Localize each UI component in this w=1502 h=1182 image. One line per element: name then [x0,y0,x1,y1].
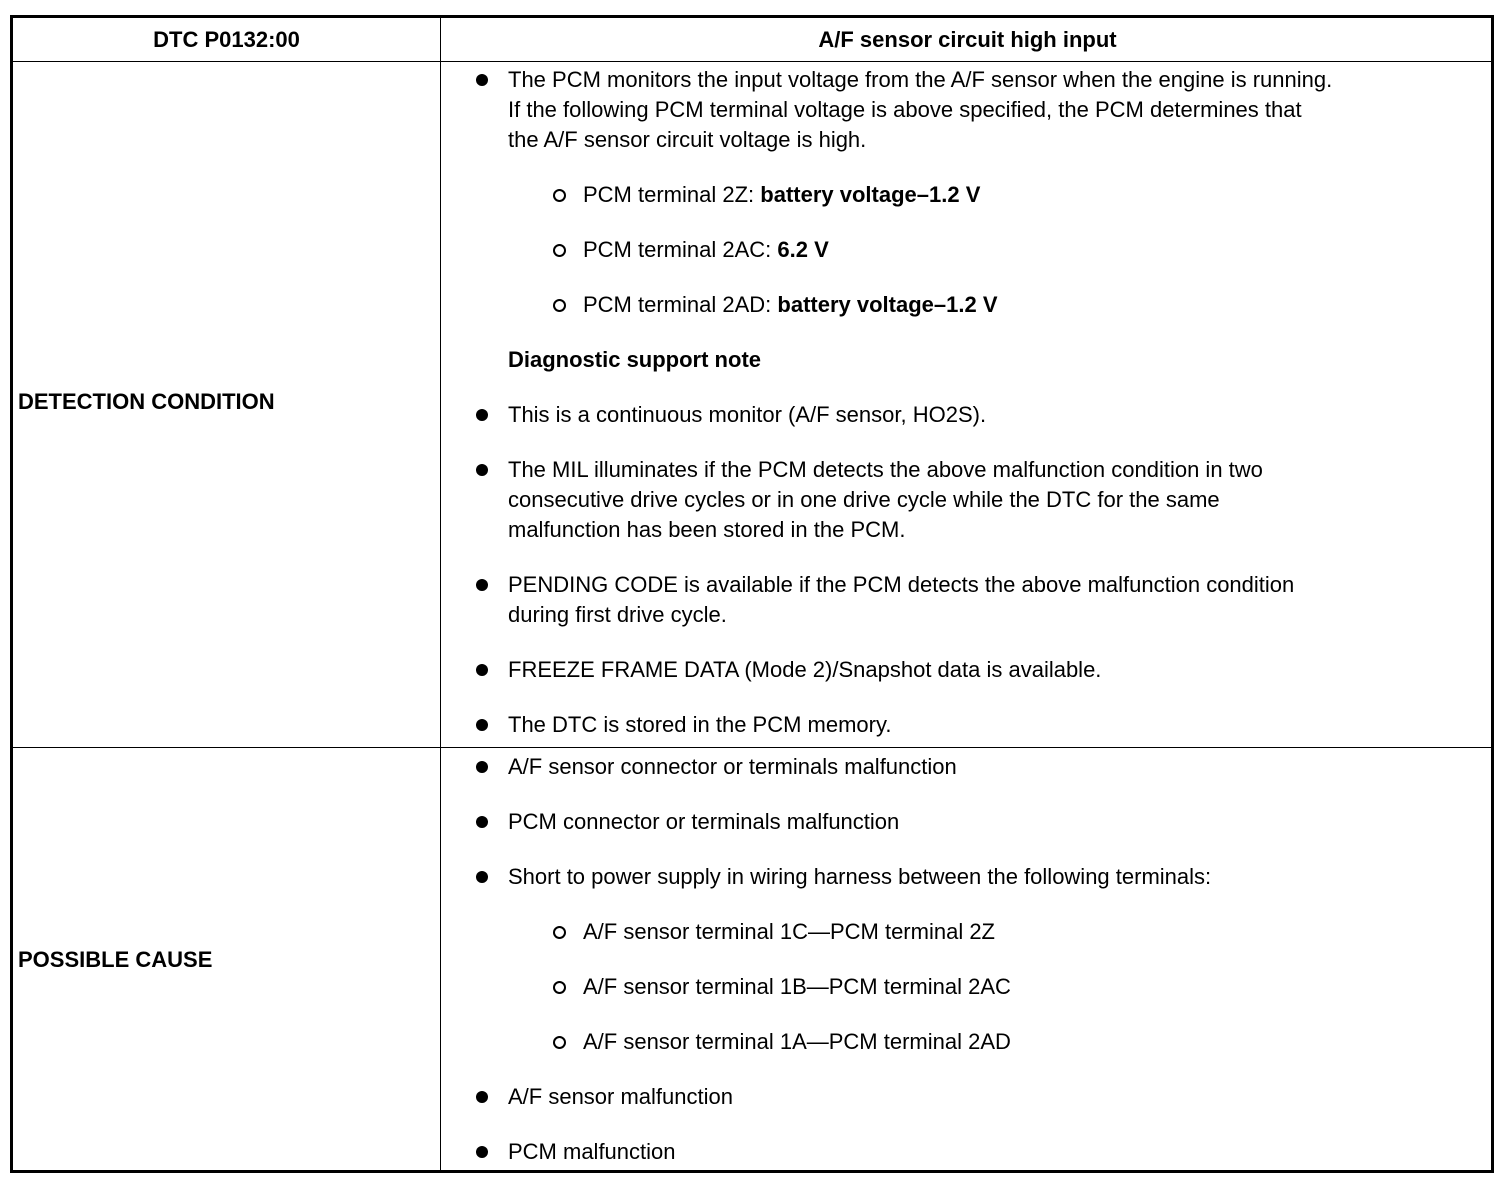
cause-item: Short to power supply in wiring harness between the following terminals: [508,864,1212,889]
bullet-icon [476,1091,488,1103]
bullet-icon [476,579,488,591]
bullet-icon [476,719,488,731]
detection-condition-label: DETECTION CONDITION [18,389,275,414]
column-divider [440,18,441,1170]
note-line: The DTC is stored in the PCM memory. [508,712,892,737]
bullet-icon [476,816,488,828]
dtc-title-header: A/F sensor circuit high input [818,27,1117,52]
possible-cause-label: POSSIBLE CAUSE [18,947,213,972]
bullet-icon [476,871,488,883]
note-line: during first drive cycle. [508,602,727,627]
cause-item: PCM connector or terminals malfunction [508,809,900,834]
cause-item: A/F sensor malfunction [508,1084,733,1109]
bullet-icon [476,464,488,476]
support-note-heading: Diagnostic support note [508,347,761,372]
cause-item: A/F sensor connector or terminals malfunction [508,754,957,779]
cause-subitem: A/F sensor terminal 1C—PCM terminal 2Z [583,919,995,944]
sub-bullet-icon [553,299,566,312]
bullet-icon [476,74,488,86]
cause-subitem: A/F sensor terminal 1B—PCM terminal 2AC [583,974,1011,999]
note-line: PENDING CODE is available if the PCM detects the above malfunction condition [508,572,1295,597]
intro-line: The PCM monitors the input voltage from the A/F sensor when the engine is running. [508,67,1333,92]
note-line: malfunction has been stored in the PCM. [508,517,906,542]
note-line: This is a continuous monitor (A/F sensor, HO2S). [508,402,987,427]
note-line: The MIL illuminates if the PCM detects the above malfunction condition in two [508,457,1263,482]
sub-bullet-icon [553,244,566,257]
terminal-item: PCM terminal 2AD: battery voltage–1.2 V [583,292,998,317]
sub-bullet-icon [553,189,566,202]
row-divider [13,747,1491,748]
intro-line: If the following PCM terminal voltage is above specified, the PCM determines that [508,97,1302,122]
note-line: FREEZE FRAME DATA (Mode 2)/Snapshot data is available. [508,657,1102,682]
sub-bullet-icon [553,926,566,939]
sub-bullet-icon [553,981,566,994]
intro-line: the A/F sensor circuit voltage is high. [508,127,867,152]
terminal-item: PCM terminal 2AC: 6.2 V [583,237,829,262]
cause-subitem: A/F sensor terminal 1A—PCM terminal 2AD [583,1029,1011,1054]
bullet-icon [476,664,488,676]
bullet-icon [476,761,488,773]
note-line: consecutive drive cycles or in one drive cycle while the DTC for the same [508,487,1220,512]
bullet-icon [476,409,488,421]
cause-item: PCM malfunction [508,1139,676,1164]
sub-bullet-icon [553,1036,566,1049]
dtc-code-header: DTC P0132:00 [153,27,300,52]
header-divider [13,61,1491,62]
terminal-item: PCM terminal 2Z: battery voltage–1.2 V [583,182,981,207]
bullet-icon [476,1146,488,1158]
